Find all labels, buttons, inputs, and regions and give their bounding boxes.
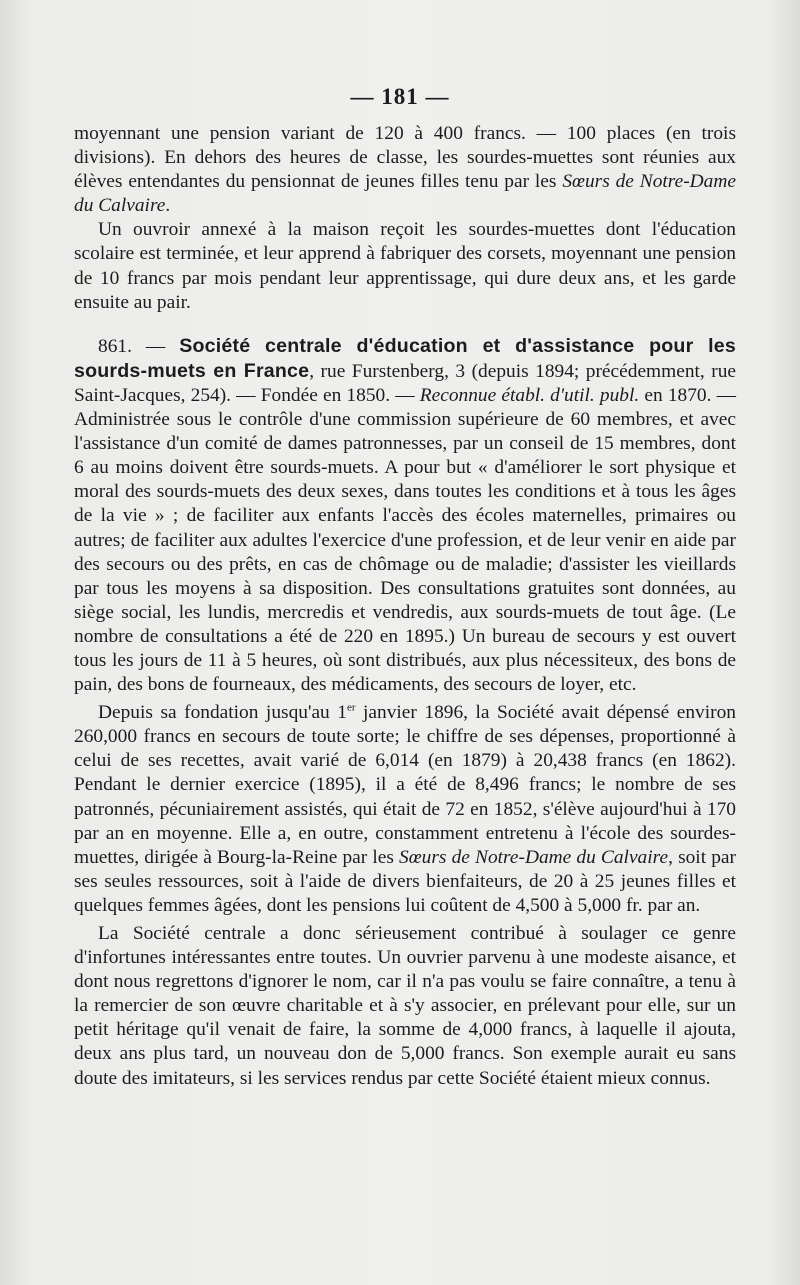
italic-text: Sœurs de Notre-Dame du Calvaire <box>399 846 669 868</box>
text-run: Un ouvroir annexé à la maison reçoit les sourdes-muettes dont l'éducation scolaire est terminée, et leur apprend à fabriquer des corsets, moyennant une pension de 10 francs par mois pendant leur apprentissage, qui dure deux ans, et les garde ensuite au pair. <box>74 219 736 313</box>
paragraph-2 <box>74 218 736 314</box>
text-run: en 1870. — Administrée sous le contrôle d'une commission supérieure de 60 membres, et avec l'assistance d'un comité de dames patronnesses, par un conseil de 15 membres, dont 6 au moins doivent être sourds-muets. A pour but « d'améliorer le sort physique et moral des sourds-muets des deux sexes, dans toutes les conditions et à tous les âges de la vie » ; de faciliter aux enfants l'accès des écoles maternelles, primaires ou autres; de faciliter aux adultes l'exercice d'une profession, et de leur venir en aide par des secours ou des prêts, en cas de chômage ou de maladie; d'assister les vieillards par tous les moyens à sa disposition. Des consultations gratuites sont données, au siège social, les lundis, mercredis et vendredis, aux sourds-muets de tout âge. (Le nombre de consultations a été de 220 en 1895.) Un bureau de secours y est ouvert tous les jours de 11 à 5 heures, où sont distribués, aux plus nécessiteux, des bons de pain, des bons de fourneaux, des médicaments, des secours de loyer, etc. <box>74 384 737 696</box>
entry-title: Société centrale d'éducation et d'assistance pour les sourds-muets en France <box>74 334 736 382</box>
text-run: moyennant une pension variant de 120 à 400 francs. — 100 places (en trois divisions). En dehors des heures de classe, les sourdes-muettes sont réunies aux élèves entendantes du pensionnat de jeunes filles tenu par les <box>74 123 736 193</box>
text-run: , soit par ses seules ressources, soit à l'aide de divers bienfaiteurs, de 20 à 25 jeunes filles et quelques femmes âgées, dont les pensions lui coûtent de 4,500 à 5,000 fr. par an. <box>74 846 736 916</box>
text-run: . <box>165 195 171 217</box>
text-run: , rue Furstenberg, 3 (depuis 1894; précédemment, rue Saint-Jacques, 254). — Fondée en 1850. — <box>74 360 736 406</box>
page-body <box>74 122 736 1091</box>
text-run: La Société centrale a donc sérieusement contribué à soulager ce genre d'infortunes intéressantes entre toutes. Un ouvrier parvenu à une modeste aisance, et dont nous regrettons d'ignorer le nom, car il n'a pas voulu se faire connaître, a tenu à la remercier de son œuvre charitable et à s'y associer, en prélevant pour elle, sur un petit héritage qu'il venait de faire, la somme de 4,000 francs, à laquelle il ajouta, deux ans plus tard, un nouveau don de 5,000 francs. Son exemple aurait eu sans doute des imitateurs, si les services rendus par cette Société étaient mieux connus. <box>74 923 736 1089</box>
page-number: — 181 — <box>350 84 450 109</box>
paragraph-5 <box>74 922 736 1091</box>
paragraph-861-entry <box>74 334 736 697</box>
superscript: er <box>346 701 356 714</box>
italic-text: Reconnue établ. d'util. publ. <box>419 384 640 406</box>
paragraph-4 <box>74 701 736 918</box>
paragraph-1 <box>74 122 736 218</box>
text-run: Depuis sa fondation jusqu'au 1 <box>98 702 347 724</box>
italic-text: Sœurs de Notre-Dame du Calvaire <box>74 171 736 217</box>
text-run: janvier 1896, la Société avait dépensé environ 260,000 francs en secours de toute sorte; le chiffre de ses dépenses, proportionné à celui de ses recettes, avait varié de 6,014 (en 1879) à 20,438 francs (en 1862). Pendant le dernier exercice (1895), il a été de 8,496 francs; le nombre de ses patronnés, pécuniairement assistés, qui était de 72 en 1852, s'élève aujourd'hui à 170 par an en moyenne. Elle a, en outre, constamment entretenu à l'école des sourdes-muettes, dirigée à Bourg-la-Reine par les <box>74 702 736 868</box>
text-run: 861. — <box>98 335 180 357</box>
